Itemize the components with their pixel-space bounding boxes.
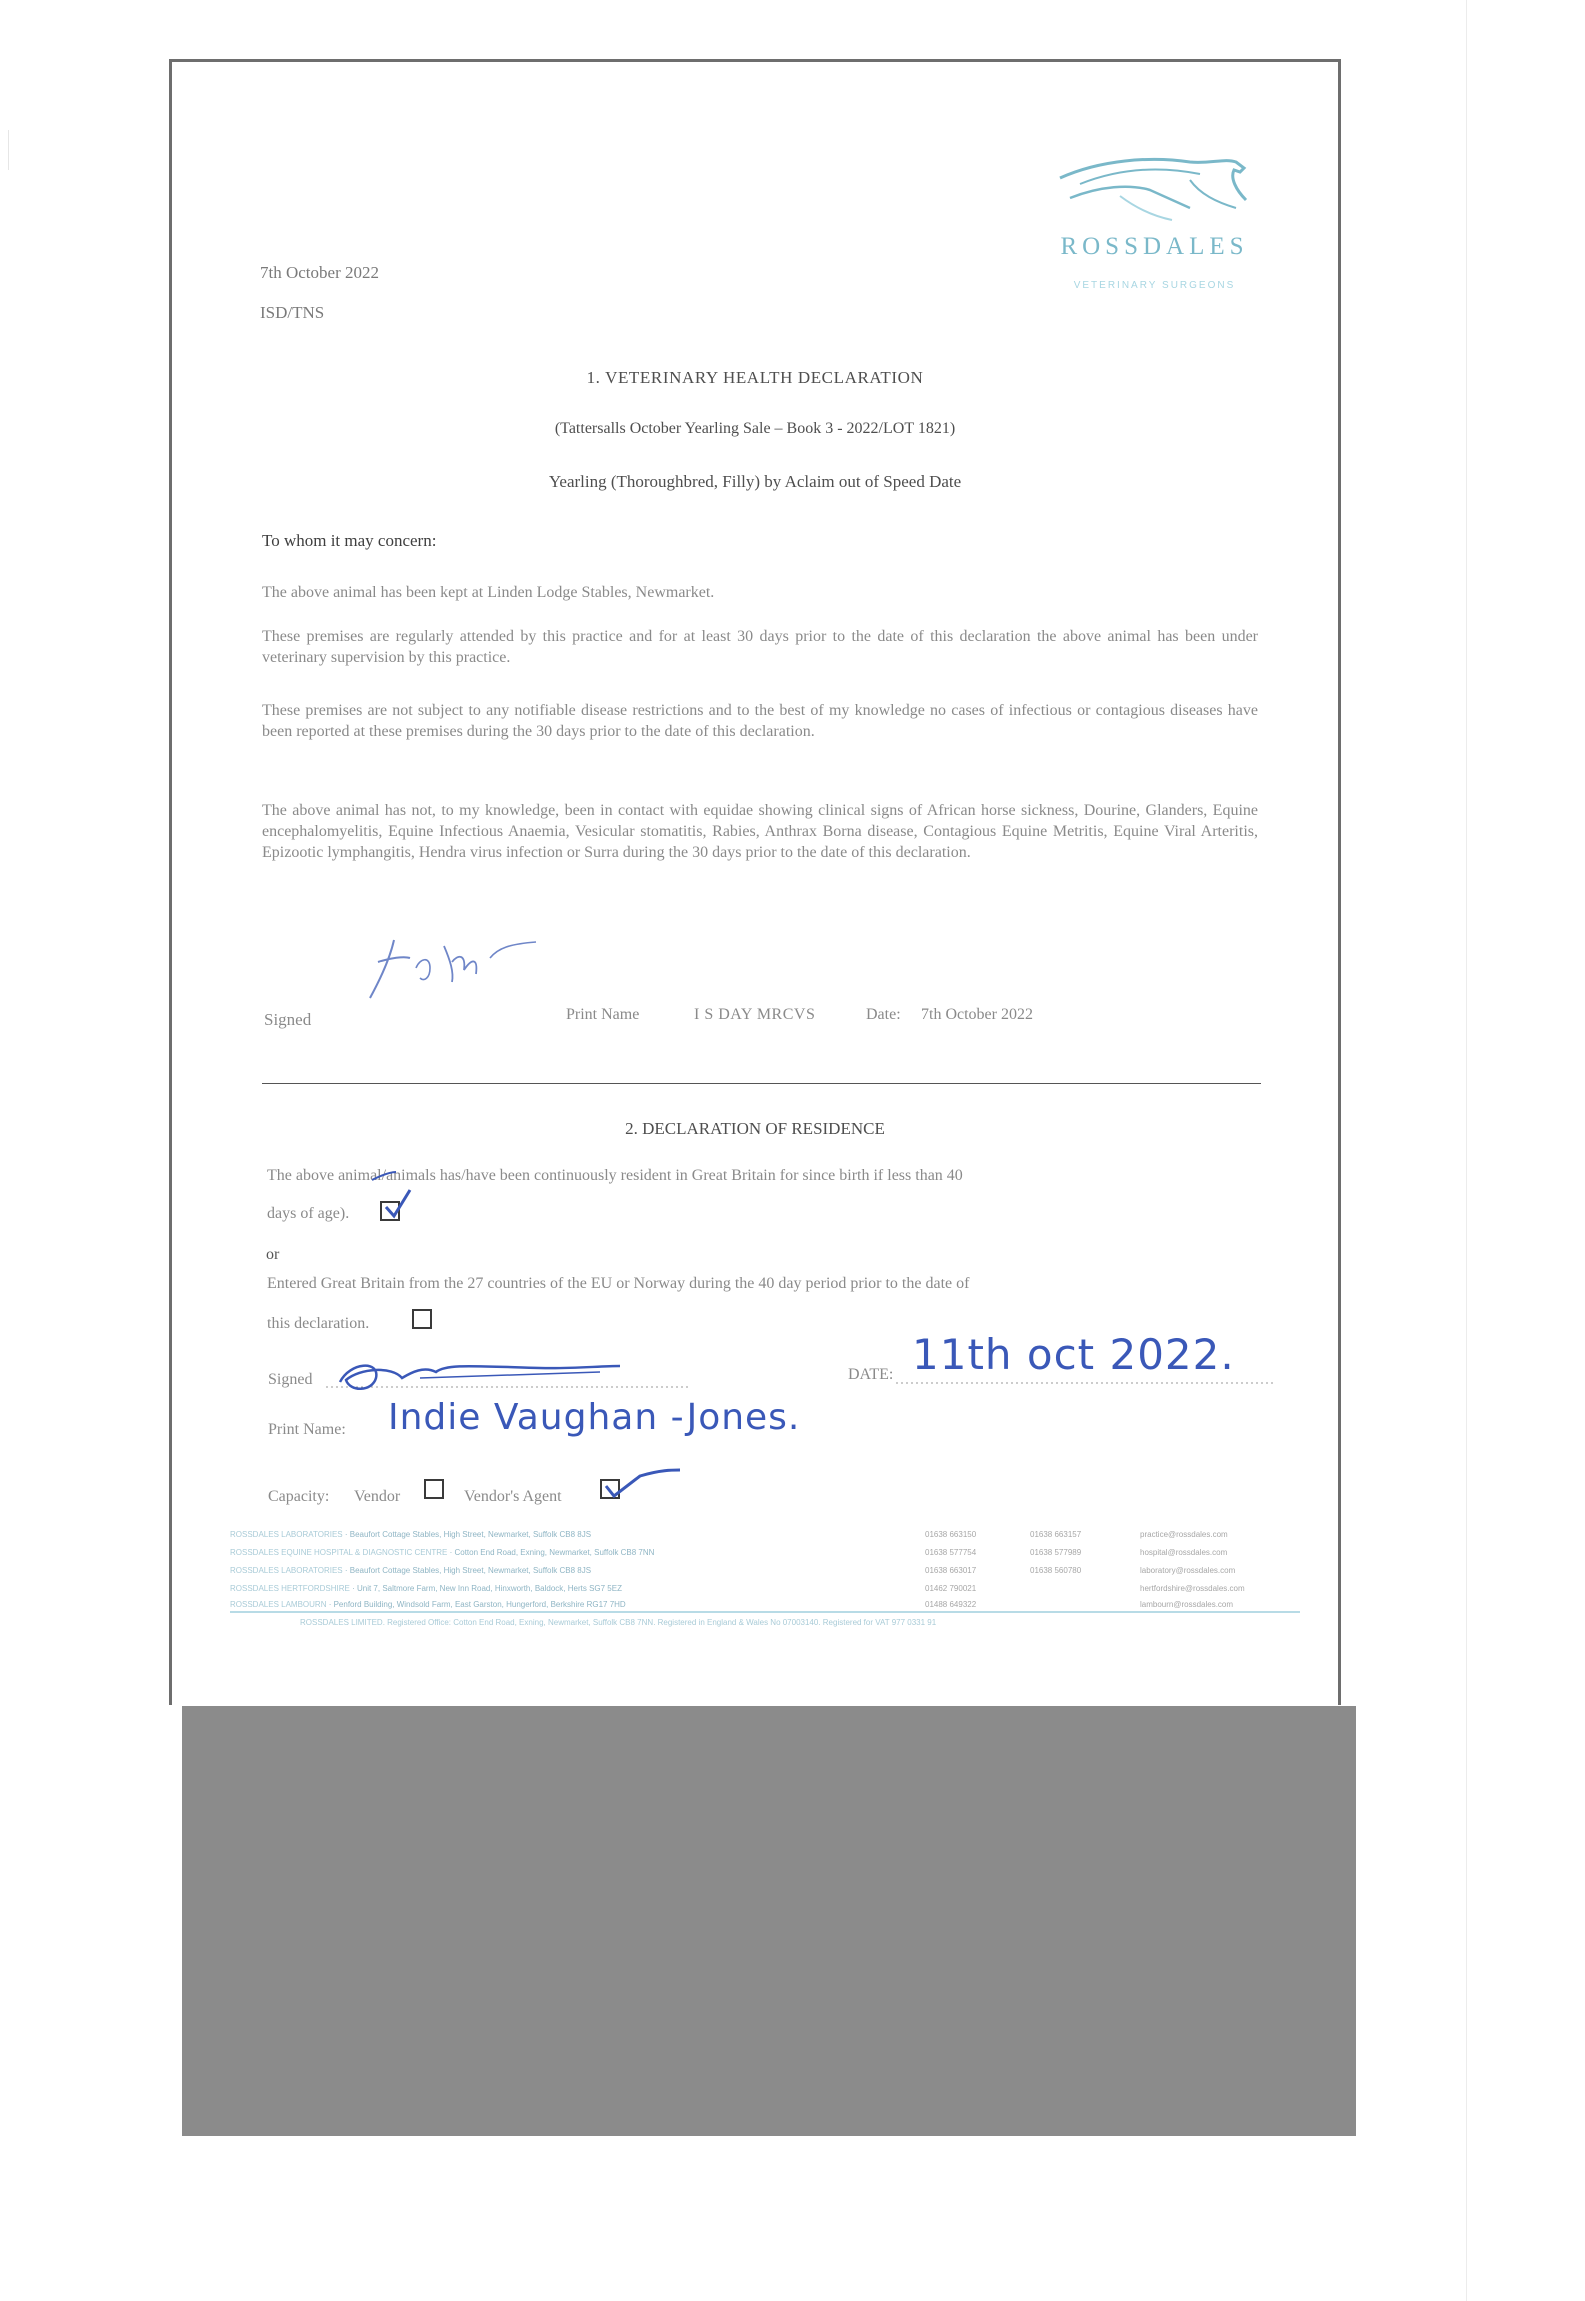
paragraph-kept: The above animal has been kept at Linden Lodge Stables, Newmarket. xyxy=(262,584,715,601)
footer-phone: 01638 577754 xyxy=(925,1548,977,1557)
scan-edge-mark xyxy=(8,130,9,170)
footer-fax: 01638 560780 xyxy=(1030,1566,1082,1575)
capacity-label: Capacity: xyxy=(268,1488,330,1505)
footer-row: ROSSDALES LAMBOURN · Penford Building, Windsold Farm, East Garston, Hungerford, Berkshire RG17 7HD xyxy=(230,1600,626,1609)
agent-print-name-handwritten[interactable]: Indie Vaughan -Jones. xyxy=(388,1397,801,1438)
footer-phone: 01638 663017 xyxy=(925,1566,977,1575)
letter-date: 7th October 2022 xyxy=(260,263,379,282)
agent-signed-label: Signed xyxy=(268,1371,313,1388)
footer-email: hertfordshire@rossdales.com xyxy=(1140,1584,1245,1593)
vet-date-value: 7th October 2022 xyxy=(921,1006,1033,1023)
footer-row: ROSSDALES EQUINE HOSPITAL & DIAGNOSTIC CENTRE · Cotton End Road, Exning, Newmarket, Suffolk CB8 7NN xyxy=(230,1548,655,1557)
rossdales-horse-logo-icon xyxy=(1040,138,1270,298)
footer-phone: 01462 790021 xyxy=(925,1584,977,1593)
paragraph-supervision: These premises are regularly attended by this practice and for at least 30 days prior to the date of this declaration the above animal has been under veterinary supervision by this practice. xyxy=(262,628,1258,666)
footer-registration: ROSSDALES LIMITED. Registered Office: Cotton End Road, Exning, Newmarket, Suffolk CB8 7NN. Registered in England & Wales No 07003140. Registered for VAT 977 0331 91 xyxy=(300,1618,937,1627)
vendors-agent-label: Vendor's Agent xyxy=(464,1488,562,1505)
agent-print-name-label: Print Name: xyxy=(268,1421,346,1438)
footer-email: hospital@rossdales.com xyxy=(1140,1548,1228,1557)
paragraph-restrictions: These premises are not subject to any notifiable disease restrictions and to the best of my knowledge no cases of infectious or contagious diseases have been reported at these premises during the 30 days prior to the date of this declaration. xyxy=(262,702,1258,740)
scan-gray-area xyxy=(182,1706,1356,2136)
resident-checkbox[interactable] xyxy=(380,1201,400,1221)
footer-row: ROSSDALES HERTFORDSHIRE · Unit 7, Saltmore Farm, New Inn Road, Hinxworth, Baldock, Herts SG7 5EZ xyxy=(230,1584,622,1593)
vendor-checkbox[interactable] xyxy=(424,1479,444,1499)
footer-row: ROSSDALES LABORATORIES · Beaufort Cottage Stables, High Street, Newmarket, Suffolk CB8 8JS xyxy=(230,1566,592,1575)
vet-signed-label: Signed xyxy=(264,1010,312,1029)
entered-statement-cont: this declaration. xyxy=(267,1315,370,1332)
paragraph-contact: The above animal has not, to my knowledge, been in contact with equidae showing clinical signs of African horse sickness, Dourine, Glanders, Equine encephalomyelitis, Equine Infectious Anaemia, Vesicular stomatitis, Rabies, Anthrax Borna disease, Contagious Equine Metritis, Equine Viral Arteritis, Epizootic lymphangitis, Hendra virus infection or Surra during the 30 days prior to the date of this declaration. xyxy=(262,802,1258,861)
footer-email: practice@rossdales.com xyxy=(1140,1530,1228,1539)
vet-signature-icon xyxy=(360,928,560,1008)
vendor-label: Vendor xyxy=(354,1488,401,1505)
entered-checkbox[interactable] xyxy=(412,1309,432,1329)
logo-subtitle: VETERINARY SURGEONS xyxy=(1073,280,1236,291)
section2-title: 2. DECLARATION OF RESIDENCE xyxy=(625,1119,885,1138)
residence-statement: The above animal/animals has/have been continuously resident in Great Britain for since birth if less than 40 xyxy=(267,1167,963,1184)
salutation: To whom it may concern: xyxy=(262,531,437,550)
footer-fax: 01638 577989 xyxy=(1030,1548,1082,1557)
vendors-agent-checkbox[interactable] xyxy=(600,1479,620,1499)
residence-statement-cont: days of age). xyxy=(267,1205,350,1222)
footer-email: lambourn@rossdales.com xyxy=(1140,1600,1234,1609)
document-sheet xyxy=(172,62,1338,1705)
scan-edge xyxy=(1466,0,1467,2301)
footer-fax: 01638 663157 xyxy=(1030,1530,1082,1539)
footer-row: ROSSDALES LABORATORIES · Beaufort Cottage Stables, High Street, Newmarket, Suffolk CB8 8JS xyxy=(230,1530,592,1539)
vet-print-name-value: I S DAY MRCVS xyxy=(694,1006,816,1023)
vet-date-label: Date: xyxy=(866,1006,901,1023)
vet-print-name-label: Print Name xyxy=(566,1006,640,1023)
entered-statement: Entered Great Britain from the 27 countries of the EU or Norway during the 40 day period prior to the date of xyxy=(267,1275,970,1292)
or-label: or xyxy=(266,1246,280,1263)
agent-date-handwritten[interactable]: 11th oct 2022. xyxy=(912,1330,1235,1379)
logo-wordmark: ROSSDALES xyxy=(1060,233,1249,260)
section1-title: 1. VETERINARY HEALTH DECLARATION xyxy=(586,368,924,387)
footer-phone: 01638 663150 xyxy=(925,1530,977,1539)
animal-details: Yearling (Thoroughbred, Filly) by Aclaim out of Speed Date xyxy=(548,472,962,491)
sale-details: (Tattersalls October Yearling Sale – Book 3 - 2022/LOT 1821) xyxy=(554,420,956,437)
letterhead-footer xyxy=(230,1530,1300,1640)
footer-email: laboratory@rossdales.com xyxy=(1140,1566,1236,1575)
section-divider xyxy=(262,1083,1261,1084)
footer-phone: 01488 649322 xyxy=(925,1600,977,1609)
agent-date-label: DATE: xyxy=(848,1366,894,1383)
letter-reference: ISD/TNS xyxy=(260,303,325,322)
footer-rule xyxy=(230,1611,1300,1613)
